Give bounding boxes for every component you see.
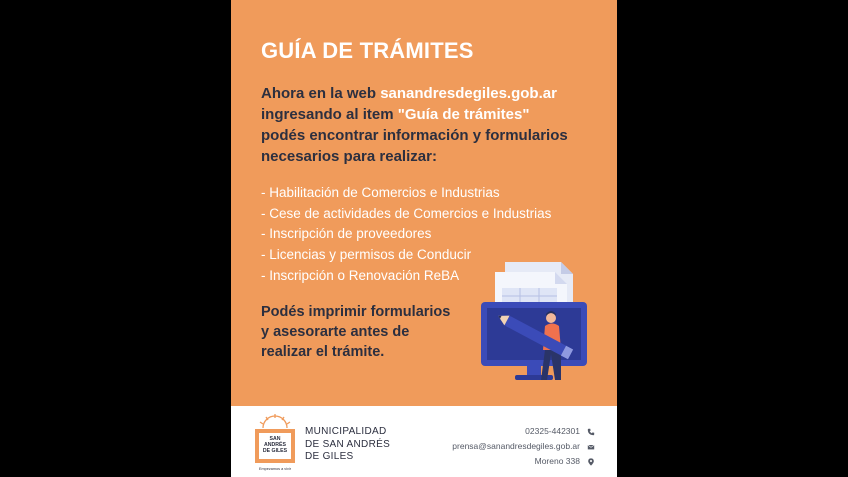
phone-icon (587, 428, 595, 436)
street-address: Moreno 338 (534, 456, 580, 466)
outro-text (261, 302, 471, 362)
outro-line: y asesorarte antes de (261, 324, 410, 340)
poster-title: GUÍA DE TRÁMITES (261, 38, 474, 63)
email-address: prensa@sanandresdegiles.gob.ar (452, 441, 580, 451)
contact-address (452, 454, 595, 469)
outro-line: realizar el trámite. (261, 344, 385, 360)
guide-item-name: "Guía de trámites" (397, 106, 530, 123)
municipality-name-line: DE SAN ANDRÉS (305, 438, 391, 450)
contact-email (452, 439, 595, 454)
list-item: - Inscripción de proveedores (261, 226, 432, 242)
contact-phone (452, 424, 595, 439)
mail-icon (587, 443, 595, 451)
footer (231, 406, 617, 477)
website-link: sanandresdegiles.gob.ar (380, 85, 557, 102)
municipality-logo (253, 414, 297, 472)
logo-text: SAN (269, 436, 281, 442)
municipality-name (305, 426, 390, 464)
municipality-name-line: MUNICIPALIDAD (305, 426, 387, 437)
logo-tagline: Empezamos a vivir (258, 467, 292, 471)
intro-line1: Ahora en la web (261, 85, 381, 102)
municipality-name-line: DE GILES (305, 451, 354, 462)
outro-line: Podés imprimir formularios (261, 304, 451, 320)
intro-line3: podés encontrar información y formularios (261, 127, 568, 144)
location-pin-icon (587, 458, 595, 466)
poster (231, 0, 617, 477)
list-item: - Cese de actividades de Comercios e Industrias (261, 205, 552, 221)
list-item: - Licencias y permisos de Conducir (261, 247, 472, 263)
intro-line2: ingresando al item (261, 106, 398, 123)
computer-form-illustration (475, 258, 595, 384)
list-item: - Habilitación de Comercios e Industrias (261, 185, 500, 200)
phone-number: 02325-442301 (525, 426, 580, 436)
contact-info (452, 424, 595, 469)
intro-text (261, 83, 601, 167)
logo-text: ANDRÉS (264, 442, 286, 448)
list-item: - Inscripción o Renovación ReBA (261, 267, 460, 283)
logo-text: DE GILES (262, 448, 288, 454)
intro-line4: necesarios para realizar: (261, 148, 437, 165)
